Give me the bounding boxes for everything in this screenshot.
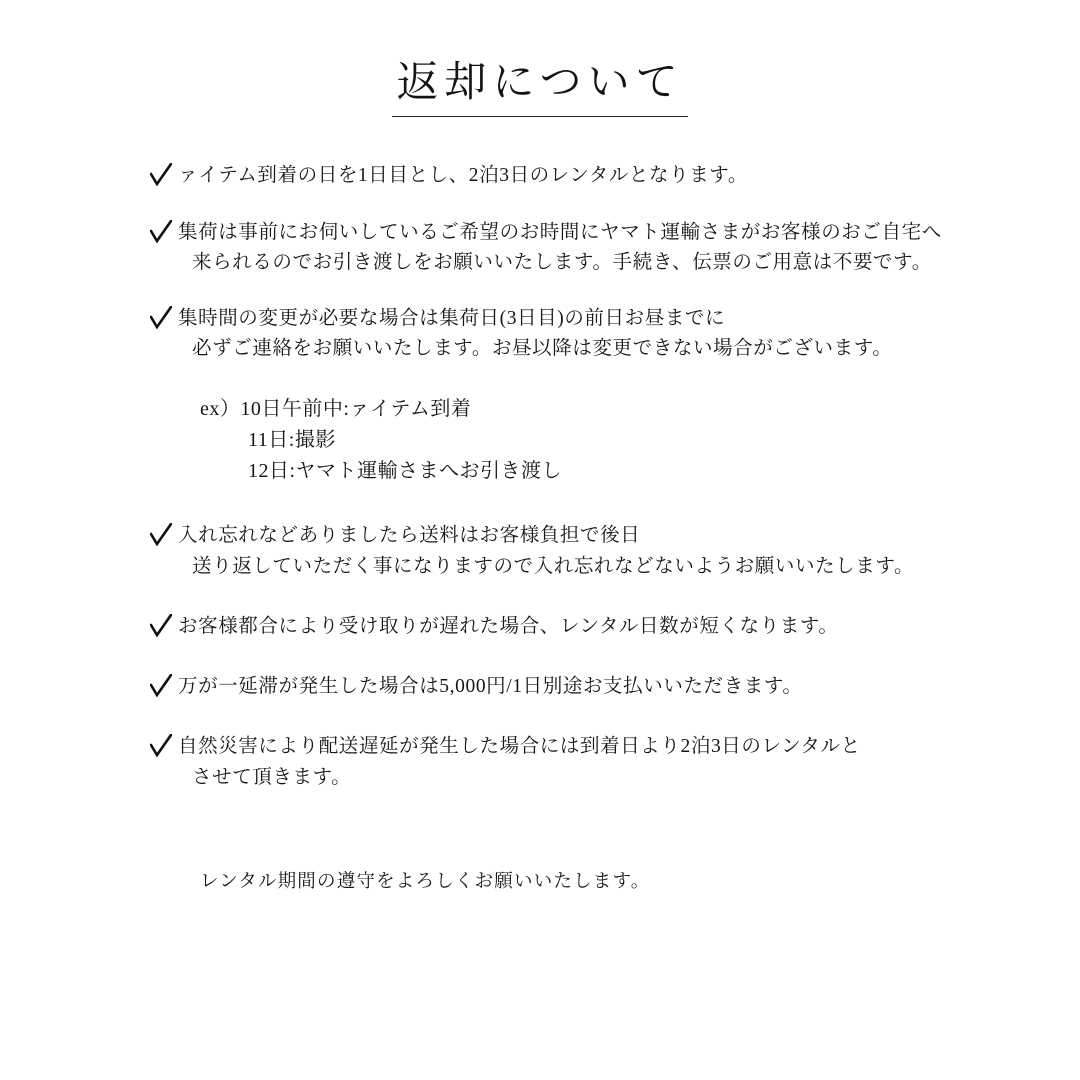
example-block [178, 394, 960, 487]
list-item [178, 304, 960, 364]
list-item [178, 521, 960, 581]
example-sub-line: 12日:ヤマト運輸さまへお引き渡し [248, 460, 563, 483]
example-sub-line: 11日:撮影 [248, 429, 336, 452]
check-icon [150, 674, 172, 698]
list-item-line: 入れ忘れなどありましたら送料はお客様負担で後日 [178, 525, 641, 547]
list-item [178, 218, 960, 278]
list-item [178, 672, 960, 702]
list-item-line: ァイテム到着の日を1日目とし、2泊3日のレンタルとなります。 [178, 165, 748, 187]
page-title [0, 0, 1080, 117]
check-icon [150, 734, 172, 758]
list-item [178, 732, 960, 792]
example-label: ex）10日午前中:ァイテム到着 [200, 398, 472, 421]
list-item-line: 自然災害により配送遅延が発生した場合には到着日より2泊3日のレンタルと [178, 736, 861, 758]
list-item-line: させて頂きます。 [192, 766, 352, 788]
list-item-line: 必ずご連絡をお願いいたします。お昼以降は変更できない場合がございます。 [192, 338, 893, 360]
list-item-line: 集荷は事前にお伺いしているご希望のお時間にヤマト運輸さまがお客様のおご自宅へ [178, 221, 942, 243]
check-icon [150, 220, 172, 244]
list-item-line: 集時間の変更が必要な場合は集荷日(3日目)の前日お昼までに [178, 308, 726, 330]
list-item-line: 送り返していただく事になりますので入れ忘れなどないようお願いいたします。 [192, 555, 915, 577]
check-icon [150, 523, 172, 547]
list-item-line: 万が一延滞が発生した場合は5,000円/1日別途お支払いいただきます。 [178, 676, 803, 698]
list-item [178, 612, 960, 642]
check-icon [150, 163, 172, 187]
list-item-line: 来られるのでお引き渡しをお願いいたします。手続き、伝票のご用意は不要です。 [192, 251, 932, 273]
check-icon [150, 306, 172, 330]
document-body [0, 161, 1080, 892]
footer-note: レンタル期間の遵守をよろしくお願いいたします。 [200, 871, 651, 892]
page-title-text: 返却について [392, 58, 687, 117]
list-item-line: お客様都合により受け取りが遅れた場合、レンタル日数が短くなります。 [178, 615, 839, 637]
list-item [178, 161, 960, 191]
check-icon [150, 614, 172, 638]
